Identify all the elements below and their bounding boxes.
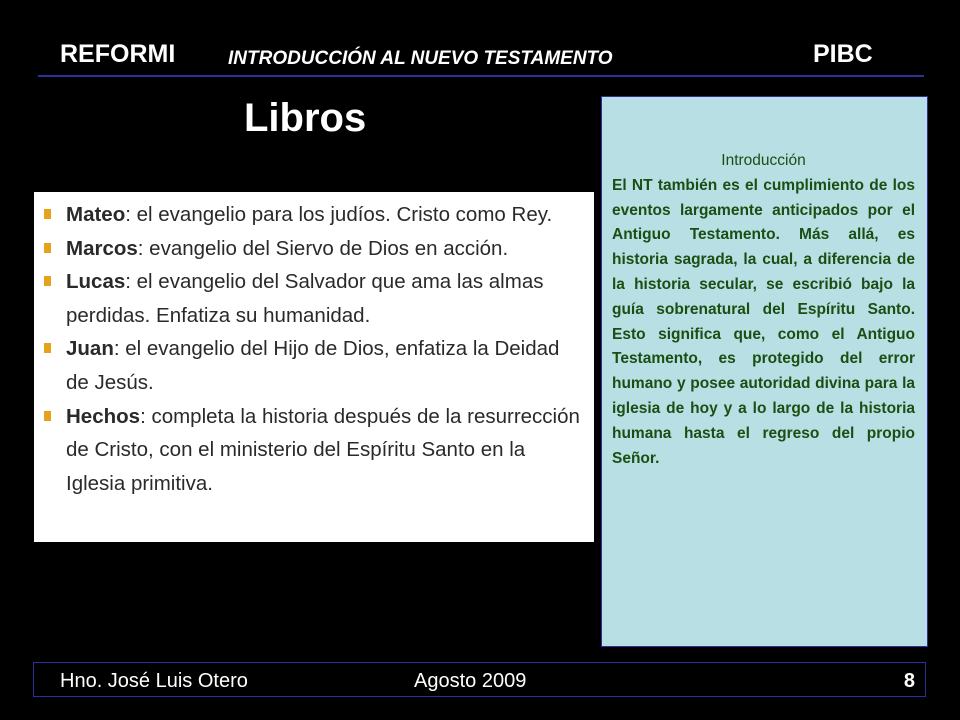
book-description: : el evangelio del Salvador que ama las almas perdidas. Enfatiza su humanidad. [66, 270, 544, 327]
footer-date: Agosto 2009 [414, 670, 527, 692]
introduction-panel [601, 96, 928, 647]
header-right-title: PIBC [813, 40, 873, 68]
footer-author: Hno. José Luis Otero [60, 670, 248, 692]
header-divider [38, 75, 924, 77]
books-panel [34, 192, 594, 542]
book-description: : el evangelio para los judíos. Cristo como Rey. [125, 203, 553, 226]
book-item [44, 232, 582, 266]
book-name: Hechos [66, 404, 141, 428]
slide-title: Libros [244, 96, 367, 140]
book-description: : el evangelio del Hijo de Dios, enfatiza la Deidad de Jesús. [66, 337, 560, 394]
bullet-icon [44, 243, 51, 253]
page-number: 8 [903, 670, 915, 692]
footer-bar [33, 662, 926, 697]
book-item [44, 332, 582, 399]
bullet-icon [44, 209, 51, 219]
book-item [44, 400, 582, 501]
header-course-title: INTRODUCCIÓN AL NUEVO TESTAMENTO [228, 48, 613, 69]
book-name: Lucas [66, 270, 126, 294]
book-name: Mateo [66, 203, 126, 226]
book-description: : completa la historia después de la resurrección de Cristo, con el ministerio del Espíritu Santo en la Iglesia primitiva. [66, 404, 580, 495]
bullet-icon [44, 276, 51, 286]
book-description: : evangelio del Siervo de Dios en acción. [137, 236, 509, 260]
bullet-icon [44, 411, 51, 421]
book-name: Juan [66, 337, 114, 361]
book-item [44, 198, 582, 232]
header-left-title: REFORMI [60, 40, 176, 68]
book-item [44, 265, 582, 332]
introduction-body: El NT también es el cumplimiento de los eventos largamente anticipados por el Antiguo Testamento. Más allá, es historia sagrada, la cual, a diferencia de la historia secular, se escribió bajo la guía sobrenatural del Espíritu Santo. Esto significa que, como el Antiguo Testamento, es protegido del error humano y posee autoridad divina para la iglesia de hoy y a lo largo de la historia humana hasta el regreso del propio Señor. [612, 176, 915, 467]
book-name: Marcos [66, 236, 138, 260]
bullet-icon [44, 343, 51, 353]
books-list [44, 198, 582, 500]
introduction-title: Introducción [721, 152, 806, 169]
